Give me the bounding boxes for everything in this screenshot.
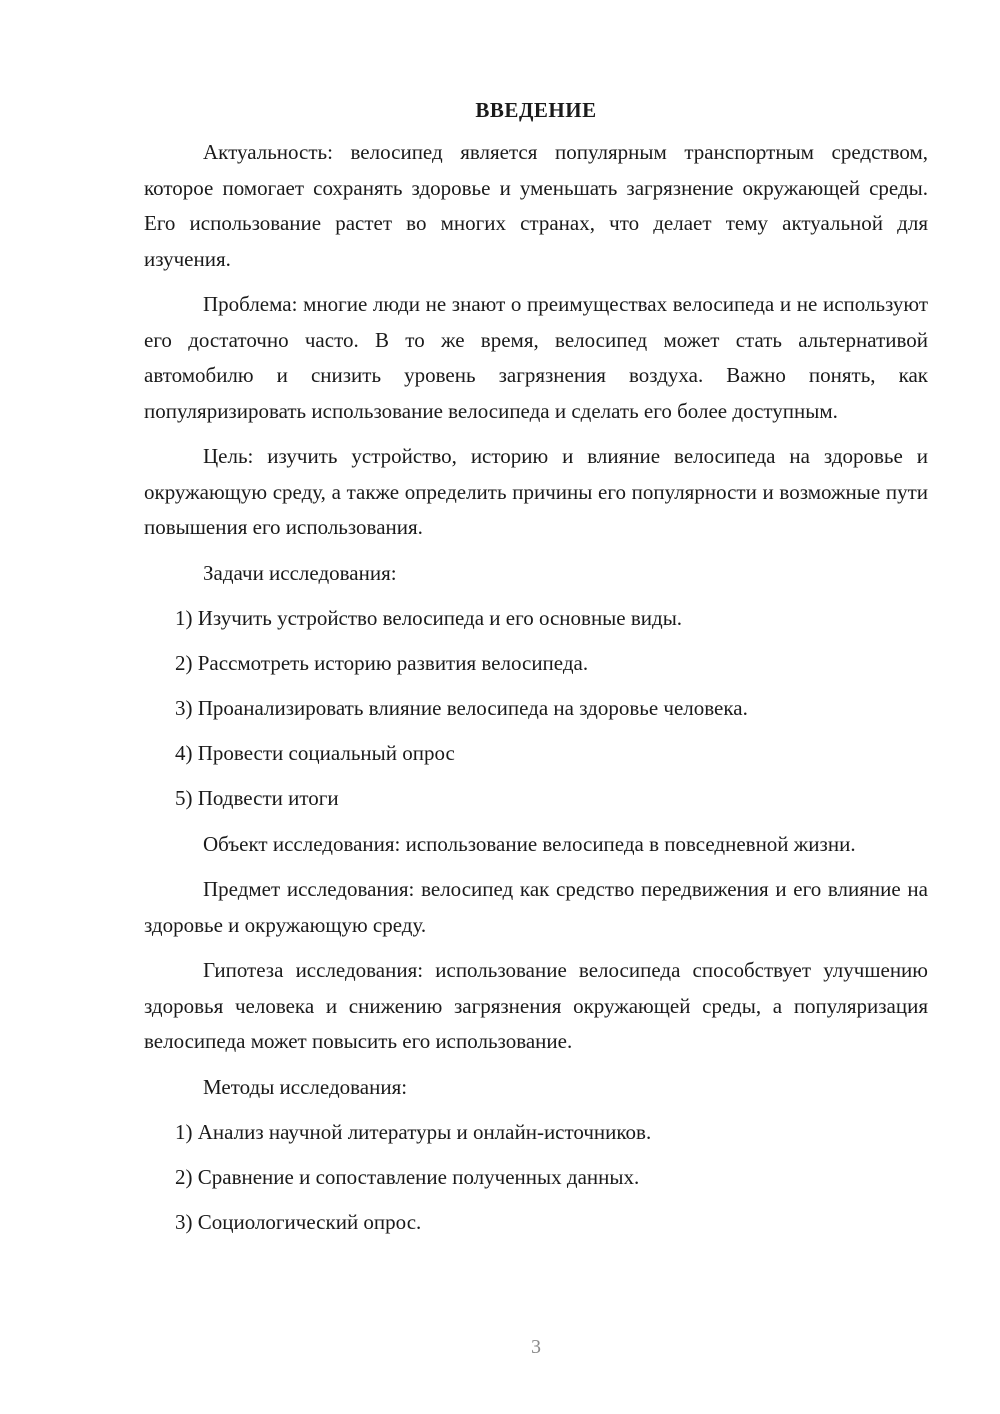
list-item-task-5: 5) Подвести итоги: [175, 786, 339, 810]
methods-list: [144, 1115, 928, 1241]
tasks-heading: Задачи исследования:: [203, 560, 397, 585]
list-item-method-3: 3) Социологический опрос.: [175, 1210, 422, 1234]
tasks-list: [144, 601, 928, 817]
list-item-task-4: 4) Провести социальный опрос: [175, 741, 455, 765]
page-number: 3: [531, 1336, 541, 1358]
paragraph-relevance: Актуальность: велосипед является популярным транспортным средством, которое помогает сохранять здоровье и уменьшать загрязнение окружающей среды. Его использование растет во многих странах, что делает тему актуальной для изучения.: [144, 140, 928, 271]
paragraph-goal: Цель: изучить устройство, историю и влияние велосипеда на здоровье и окружающую среду, а также определить причины его популярности и возможные пути повышения его использования.: [144, 444, 928, 539]
paragraph-problem: Проблема: многие люди не знают о преимуществах велосипеда и не используют его достаточно часто. В то же время, велосипед может стать альтернативой автомобилю и снизить уровень загрязнения воздуха. Важно понять, как популяризировать использование велосипеда и сделать его более доступным.: [144, 292, 928, 423]
list-item-task-1: 1) Изучить устройство велосипеда и его основные виды.: [175, 606, 683, 630]
list-item-method-2: 2) Сравнение и сопоставление полученных данных.: [175, 1165, 640, 1189]
paragraph-subject: Предмет исследования: велосипед как средство передвижения и его влияние на здоровье и окружающую среду.: [144, 877, 928, 937]
page-title: ВВЕДЕНИЕ: [475, 98, 597, 122]
document-body: [144, 95, 928, 1251]
paragraph-object: Объект исследования: использование велосипеда в повседневной жизни.: [203, 831, 856, 856]
list-item-task-2: 2) Рассмотреть историю развития велосипеда.: [175, 651, 589, 675]
list-item-method-1: 1) Анализ научной литературы и онлайн-источников.: [175, 1120, 652, 1144]
methods-heading: Методы исследования:: [203, 1074, 408, 1099]
paragraph-hypothesis: Гипотеза исследования: использование велосипеда способствует улучшению здоровья человека и снижению загрязнения окружающей среды, а популяризация велосипеда может повысить его использование.: [144, 958, 928, 1053]
list-item-task-3: 3) Проанализировать влияние велосипеда на здоровье человека.: [175, 696, 748, 720]
